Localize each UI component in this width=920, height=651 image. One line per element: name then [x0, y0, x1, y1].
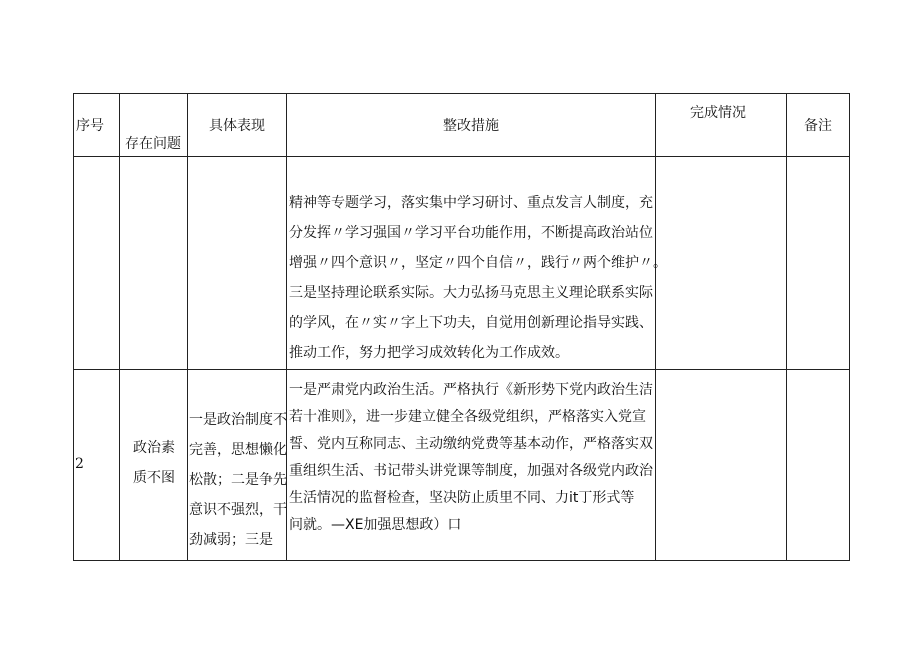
row2-problem-line: 质不图 — [133, 470, 175, 486]
row2-manifestation-line: 一是政治制度不 — [189, 412, 287, 428]
row2-problem-line: 政治素 — [133, 440, 175, 456]
table-header-divider — [73, 156, 850, 157]
row1-measures — [289, 188, 667, 368]
row1-measures-line: 的学风，在〃实〃字上下功夫，自觉用创新理论指导实践、 — [289, 315, 653, 331]
row1-measures-line: 精神等专题学习，落实集中学习研讨、重点发言人制度，充 — [289, 195, 653, 211]
row1-measures-line: 三是坚持理论联系实际。大力弘扬马克思主义理论联系实际 — [289, 285, 653, 301]
table-border-left — [73, 93, 74, 561]
row1-measures-line: 推动工作，努力把学习成效转化为工作成效。 — [289, 345, 569, 361]
table-border-top — [73, 93, 850, 94]
row2-problem — [133, 433, 175, 493]
header-problem: 存在问题 — [125, 136, 181, 152]
table-col-divider-2 — [187, 93, 188, 561]
header-remarks: 备注 — [804, 118, 832, 134]
row2-manifestation-line: 劲减弱；三是 — [189, 532, 273, 548]
table-border-right — [849, 93, 850, 561]
row2-measures-line: 誓、党内互称同志、主动缴纳党费等基本动作，严格落实双 — [289, 436, 653, 452]
row2-measures-line: 重组织生活、书记带头讲党课等制度，加强对各级党内政治 — [289, 463, 653, 479]
row2-seq: 2 — [75, 456, 84, 472]
row2-measures-line: 问就。—XE加强思想政）口 — [289, 517, 462, 533]
row1-measures-line: 分发挥〃学习强国〃学习平台功能作用，不断提高政治站位 — [289, 225, 653, 241]
header-seq: 序号 — [76, 118, 104, 134]
header-measures: 整改措施 — [443, 118, 499, 134]
row2-measures — [289, 377, 653, 539]
row2-measures-line: 生活情况的监督检查，坚决防止质里不同、力it丁形式等 — [289, 490, 635, 506]
table-border-bottom — [73, 560, 850, 561]
row1-measures-line: 增强〃四个意识〃，坚定〃四个自信〃，践行〃两个维护〃。 — [289, 255, 667, 271]
row2-measures-line: 一是严肃党内政治生活。严格执行《新形势下党内政治生洁 — [289, 382, 653, 398]
table-col-divider-1 — [119, 93, 120, 561]
header-manifestation: 具体表现 — [209, 118, 265, 134]
row2-manifestation-line: 意识不强烈，干 — [189, 502, 287, 518]
table-col-divider-5 — [786, 93, 787, 561]
row2-manifestation-line: 松散；二是争先 — [189, 472, 287, 488]
header-completion: 完成情况 — [690, 105, 746, 121]
row2-manifestation — [189, 405, 287, 555]
row2-measures-line: 若十准则》，进一步建立健全各级党组织，严格落实入党宣 — [289, 409, 646, 425]
table-row-divider — [73, 369, 850, 370]
row2-manifestation-line: 完善，思想懒化 — [189, 442, 287, 458]
